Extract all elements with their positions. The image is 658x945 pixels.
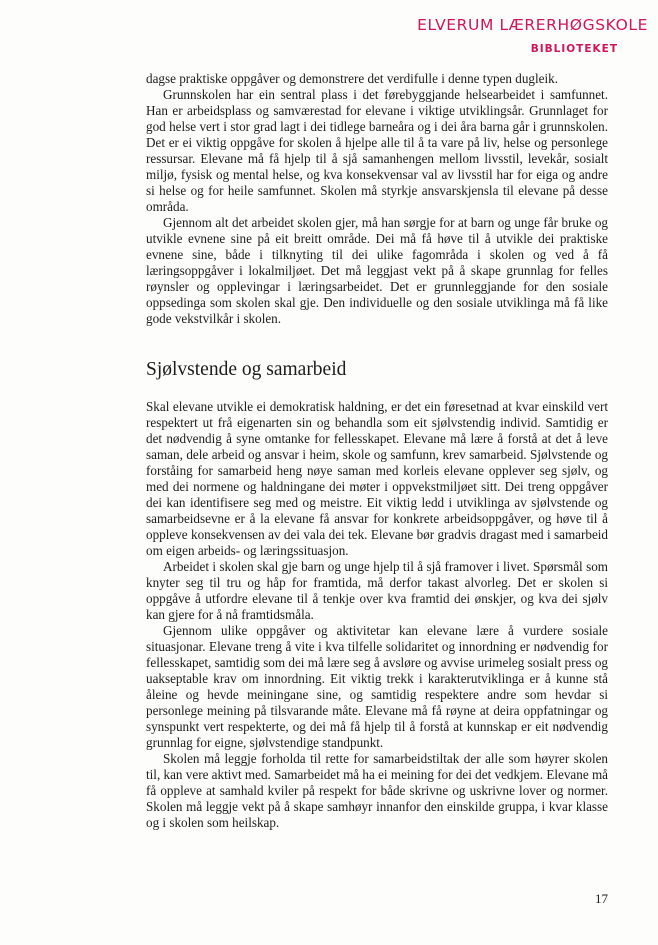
section-heading: Sjølvstende og samarbeid <box>146 359 347 380</box>
page-number: 17 <box>595 891 608 906</box>
section-body <box>146 399 608 831</box>
paragraph: Skal elevane utvikle ei demokratisk haldning, er det ein føresetnad at kvar einskild vert respektert ut frå eigenarten sin og behandla som eit sjølvstendig individ. Samtidig er det nødvendig å syne omtanke for fellesskapet. Elevane må lære å forstå at det å leve saman, dele arbeid og ansvar i heim, skole og samfunn, krev samarbeid. Sjølvstende og forståing for samarbeid heng nøye saman med korleis elevane opplever seg sjølv, og med dei normene og haldningane dei møter i oppvekstmiljøet sitt. Dei treng oppgåver dei kan identifisere seg med og meistre. Eit viktig ledd i utviklinga av sjølvstende og samarbeidsevne er å la elevane få ansvar for konkrete arbeidsoppgåver, og høve til å oppleve konsekvensen av dei vala dei tek. Elevane bør gradvis dragast med i samarbeid om eigen arbeids- og læringssituasjon. <box>146 399 608 558</box>
paragraph: dagse praktiske oppgåver og demonstrere det verdifulle i denne typen dugleik. <box>146 71 558 86</box>
paragraph: Gjennom alt det arbeidet skolen gjer, må han sørgje for at barn og unge får bruke og utvikle evnene sine på eit breitt område. Dei må få høve til å utvikle dei praktiske evnene sine, både i tilknyting til dei ulike fagområda i skolen og ved å få læringsoppgåver i lokalmiljøet. Det må leggjast vekt på å skape grunnlag for felles røynsler og opplevingar i læringsarbeidet. Det er grunnleggjande for den sosiale oppsedinga som skolen skal gje. Den individuelle og den sosiale utviklinga må få like gode vekstvilkår i skolen. <box>146 215 608 326</box>
stamp-institution: ELVERUM LÆRERHØGSKOLE <box>417 16 648 34</box>
library-stamp <box>417 16 648 56</box>
paragraph: Grunnskolen har ein sentral plass i det førebyggjande helsearbeidet i samfunnet. Han er arbeidsplass og samværestad for elevane i viktige utviklingsår. Grunnlaget for god helse vert i stor grad lagt i dei tidlege barneåra og i dei åra barna går i grunnskolen. Det er ei viktig oppgåve for skolen å hjelpe alle til å ta vare på liv, helse og personlege ressursar. Elevane må få hjelp til å sjå samanhengen mellom livsstil, levekår, sosialt miljø, fysisk og mental helse, og kva konsekvensar val av livsstil har for eiga og andre si helse og for heile samfunnet. Skolen må styrkje ansvarskjensla til elevane på desse områda. <box>146 87 608 214</box>
paragraph: Arbeidet i skolen skal gje barn og unge hjelp til å sjå framover i livet. Spørsmål som knyter seg til tru og håp for framtida, må derfor takast alvorleg. Det er skolen si oppgåve å utfordre elevane til å tenkje over kva framtid dei ønskjer, og kva dei sjølv kan gjere for å nå framtidsmåla. <box>146 559 608 622</box>
page-body <box>146 71 608 831</box>
paragraph: Skolen må leggje forholda til rette for samarbeidstiltak der alle som høyrer skolen til, kan vere aktivt med. Samarbeidet må ha ei meining for dei det vedkjem. Elevane må få oppleve at samhald kviler på respekt for både skrivne og uskrivne lover og normer. Skolen må leggje vekt på å skape samhøyr innanfor den einskilde gruppa, i kvar klasse og i skolen som heilskap. <box>146 751 608 830</box>
paragraph: Gjennom ulike oppgåver og aktivitetar kan elevane lære å vurdere sosiale situasjonar. Elevane treng å vite i kva tilfelle solidaritet og innordning er nødvendig for fellesskapet, samtidig som dei må lære seg å avsløre og avvise urimeleg sosialt press og uakseptable krav om innordning. Eit viktig trekk i karakterutviklinga er å kunne stå åleine og hevde meiningane sine, og samtidig respektere andre som hevdar si personlege meining på tilsvarande måte. Elevane må få røyne at deira oppfatningar og synspunkt vert respekterte, og dei må få hjelp til å forstå at kunnskap er eit nødvendig grunnlag for eigne, sjølvstendige standpunkt. <box>146 623 608 750</box>
stamp-library: BIBLIOTEKET <box>530 43 618 55</box>
